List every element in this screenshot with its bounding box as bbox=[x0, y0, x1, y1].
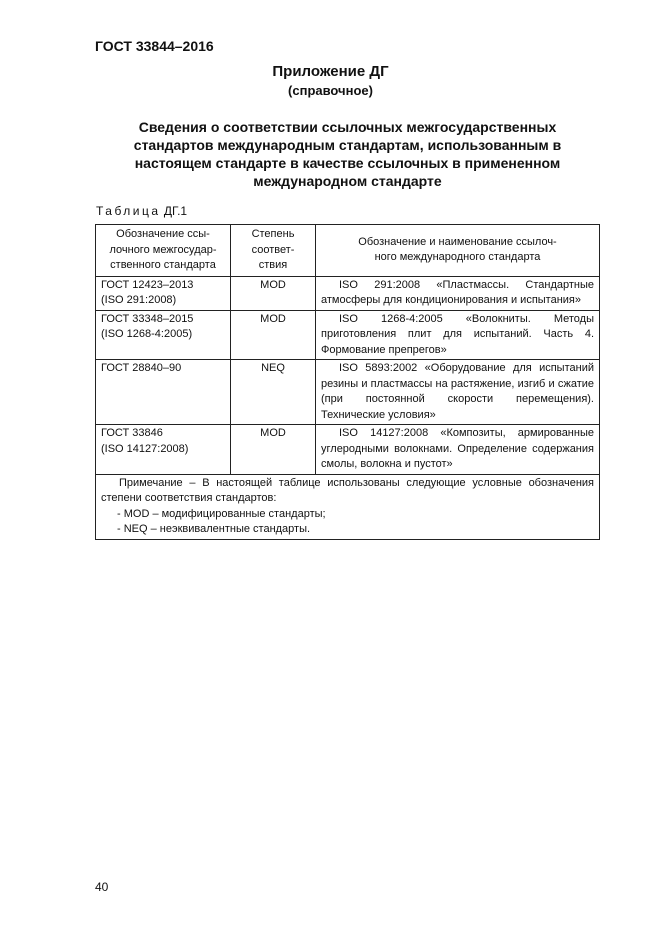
degree-cell: MOD bbox=[231, 276, 316, 310]
header-line: соответ- bbox=[251, 243, 295, 256]
gost-equivalent: (ISO 1268-4:2005) bbox=[101, 328, 193, 340]
table-note-row bbox=[96, 474, 600, 539]
header-line: ственного стандарта bbox=[110, 259, 216, 271]
table-row bbox=[96, 310, 600, 360]
appendix-title: Приложение ДГ bbox=[272, 63, 389, 80]
table-header-row bbox=[96, 225, 600, 277]
intl-standard-cell: ISO 5893:2002 «Оборудование для испытаний резины и пластмассы на растяжение, изгиб и сжатие (при постоянной скорости перемещения). Технические условия» bbox=[316, 360, 600, 425]
header-gost-designation bbox=[96, 225, 231, 277]
table-row bbox=[96, 276, 600, 310]
gost-cell bbox=[96, 425, 231, 475]
degree-cell: MOD bbox=[231, 425, 316, 475]
table-caption bbox=[96, 204, 187, 218]
gost-cell bbox=[96, 276, 231, 310]
gost-cell bbox=[96, 310, 231, 360]
intl-standard-cell: ISO 1268-4:2005 «Волокниты. Методы приготовления плит для испытаний. Часть 4. Формование препрегов» bbox=[316, 310, 600, 360]
table-row bbox=[96, 360, 600, 425]
standards-table bbox=[95, 224, 600, 540]
section-title-line: настоящем стандарте в качестве ссылочных в примененном bbox=[134, 155, 561, 171]
section-title-line: стандартов международным стандартам, использованным в bbox=[133, 137, 562, 153]
header-line: лочного межгосудар- bbox=[109, 243, 217, 256]
document-code: ГОСТ 33844–2016 bbox=[95, 38, 214, 54]
section-title-line: Сведения о соответствии ссылочных межгосударственных bbox=[138, 119, 557, 135]
header-line: Степень bbox=[251, 228, 295, 240]
header-line: Обозначение и наименование ссылоч- bbox=[358, 235, 557, 248]
intl-standard-cell: ISO 291:2008 «Пластмассы. Стандартные атмосферы для кондиционирования и испытания» bbox=[316, 276, 600, 310]
gost-equivalent: (ISO 14127:2008) bbox=[101, 442, 189, 455]
table-note bbox=[96, 474, 600, 539]
note-text: Примечание – В настоящей таблице использованы следующие условные обозначения степени соответствия стандартов: bbox=[101, 476, 594, 504]
section-title-line: международном стандарте bbox=[253, 173, 442, 189]
section-title bbox=[100, 118, 595, 190]
header-line: Обозначение ссы- bbox=[116, 228, 210, 240]
header-intl-standard bbox=[316, 225, 600, 277]
header-line: ного международного стандарта bbox=[374, 251, 541, 264]
appendix-subtitle: (справочное) bbox=[288, 83, 373, 98]
gost-designation bbox=[101, 278, 225, 294]
table-row bbox=[96, 425, 600, 475]
gost-designation: ГОСТ 28840–90 bbox=[101, 362, 182, 374]
gost-designation: ГОСТ 33846 bbox=[101, 427, 163, 439]
note-item: - NEQ – неэквивалентные стандарты. bbox=[117, 523, 311, 535]
header-line: ствия bbox=[258, 259, 288, 271]
gost-cell bbox=[96, 360, 231, 425]
intl-standard-cell: ISO 14127:2008 «Композиты, армированные углеродными волокнами. Определение содержания смолы, волокна и пустот» bbox=[316, 425, 600, 475]
table-caption-id: ДГ.1 bbox=[163, 204, 188, 218]
table-caption-word: Таблица bbox=[96, 204, 161, 218]
page-number: 40 bbox=[95, 880, 109, 894]
note-item: - MOD – модифицированные стандарты; bbox=[117, 507, 326, 520]
degree-cell: MOD bbox=[231, 310, 316, 360]
header-degree bbox=[231, 225, 316, 277]
gost-designation: ГОСТ 33348–2015 bbox=[101, 312, 194, 325]
gost-equivalent: (ISO 291:2008) bbox=[101, 294, 177, 306]
gost-text: ГОСТ 12423–2013 bbox=[101, 278, 194, 291]
degree-cell: NEQ bbox=[231, 360, 316, 425]
